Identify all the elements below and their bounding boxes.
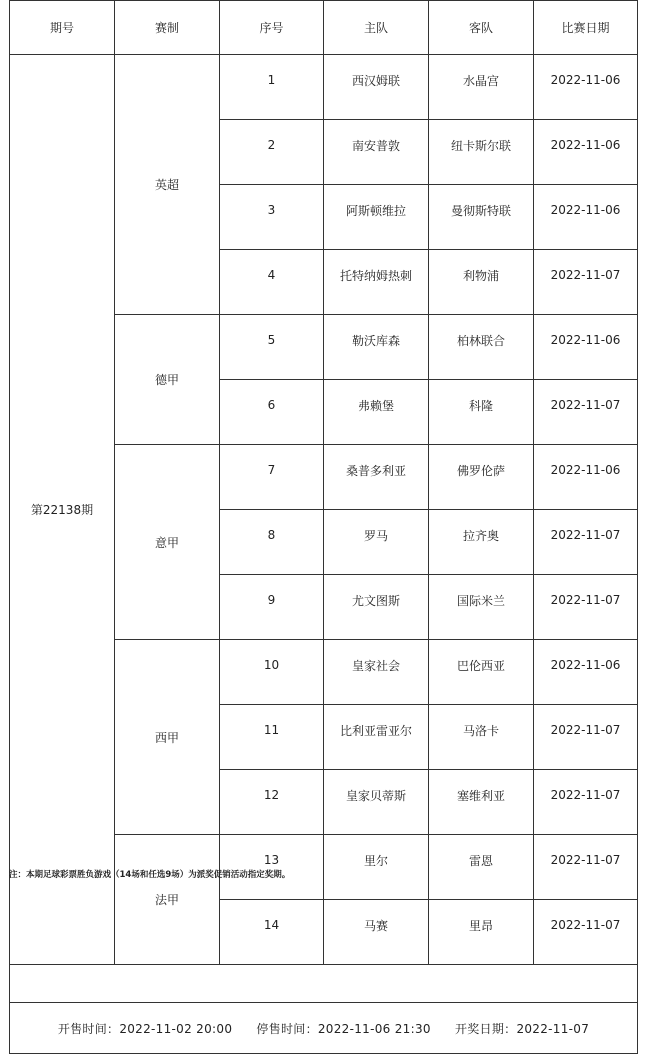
- match-date: 2022-11-07: [534, 380, 638, 445]
- league-cell: 英超: [115, 55, 220, 315]
- match-body: [10, 55, 638, 965]
- match-home: 比利亚雷亚尔: [324, 705, 429, 770]
- match-home: 尤文图斯: [324, 575, 429, 640]
- match-num: 2: [220, 120, 324, 185]
- match-num: 3: [220, 185, 324, 250]
- match-date: 2022-11-07: [534, 835, 638, 900]
- match-date: 2022-11-07: [534, 770, 638, 835]
- header-league: 赛制: [115, 1, 220, 55]
- league-cell: 意甲: [115, 445, 220, 640]
- match-away: 里昂: [429, 900, 534, 965]
- match-date: 2022-11-07: [534, 575, 638, 640]
- match-date: 2022-11-07: [534, 510, 638, 575]
- promo-note: 注：本期足球彩票胜负游戏（14场和任选9场）为派奖促销活动指定奖期。: [9, 870, 291, 880]
- match-num: 6: [220, 380, 324, 445]
- match-num: 1: [220, 55, 324, 120]
- header-row: [10, 1, 638, 55]
- blank-row: [10, 965, 638, 1003]
- match-away: 国际米兰: [429, 575, 534, 640]
- match-date: 2022-11-06: [534, 640, 638, 705]
- match-num: 12: [220, 770, 324, 835]
- match-away: 柏林联合: [429, 315, 534, 380]
- league-cell: 法甲: [115, 835, 220, 965]
- sale-start-time: 开售时间：2022-11-02 20:00: [57, 1021, 233, 1036]
- match-home: 勒沃库森: [324, 315, 429, 380]
- match-num: 14: [220, 900, 324, 965]
- league-cell: 德甲: [115, 315, 220, 445]
- match-num: 7: [220, 445, 324, 510]
- match-num: 4: [220, 250, 324, 315]
- match-home: 皇家贝蒂斯: [324, 770, 429, 835]
- match-home: 皇家社会: [324, 640, 429, 705]
- match-away: 巴伦西亚: [429, 640, 534, 705]
- match-home: 桑普多利亚: [324, 445, 429, 510]
- match-num: 9: [220, 575, 324, 640]
- footer-row: [10, 1003, 638, 1054]
- match-away: 纽卡斯尔联: [429, 120, 534, 185]
- blank-cell: [10, 965, 638, 1003]
- match-away: 曼彻斯特联: [429, 185, 534, 250]
- match-num: 5: [220, 315, 324, 380]
- match-num: 8: [220, 510, 324, 575]
- match-date: 2022-11-06: [534, 315, 638, 380]
- match-date: 2022-11-07: [534, 705, 638, 770]
- match-home: 托特纳姆热刺: [324, 250, 429, 315]
- match-date: 2022-11-06: [534, 185, 638, 250]
- match-away: 水晶宫: [429, 55, 534, 120]
- match-num: 13: [220, 835, 324, 900]
- match-away: 科隆: [429, 380, 534, 445]
- match-home: 罗马: [324, 510, 429, 575]
- match-num: 10: [220, 640, 324, 705]
- sale-info: [10, 1003, 638, 1054]
- match-away: 利物浦: [429, 250, 534, 315]
- header-seq: 序号: [220, 1, 324, 55]
- match-away: 塞维利亚: [429, 770, 534, 835]
- match-home: 弗赖堡: [324, 380, 429, 445]
- match-away: 佛罗伦萨: [429, 445, 534, 510]
- match-num: 11: [220, 705, 324, 770]
- match-date: 2022-11-06: [534, 445, 638, 510]
- header-period: 期号: [10, 1, 115, 55]
- match-date: 2022-11-07: [534, 900, 638, 965]
- period-cell: 第22138期: [10, 55, 115, 965]
- match-away: 马洛卡: [429, 705, 534, 770]
- match-date: 2022-11-06: [534, 120, 638, 185]
- match-home: 里尔: [324, 835, 429, 900]
- schedule-table: [9, 0, 638, 1054]
- league-cell: 西甲: [115, 640, 220, 835]
- draw-date: 开奖日期：2022-11-07: [454, 1021, 590, 1036]
- match-away: 拉齐奥: [429, 510, 534, 575]
- header-home: 主队: [324, 1, 429, 55]
- match-row: [10, 55, 638, 120]
- match-home: 西汉姆联: [324, 55, 429, 120]
- match-date: 2022-11-06: [534, 55, 638, 120]
- match-home: 南安普敦: [324, 120, 429, 185]
- match-date: 2022-11-07: [534, 250, 638, 315]
- match-home: 马赛: [324, 900, 429, 965]
- header-away: 客队: [429, 1, 534, 55]
- sale-stop-time: 停售时间：2022-11-06 21:30: [256, 1021, 431, 1036]
- header-date: 比赛日期: [534, 1, 638, 55]
- match-home: 阿斯顿维拉: [324, 185, 429, 250]
- match-away: 雷恩: [429, 835, 534, 900]
